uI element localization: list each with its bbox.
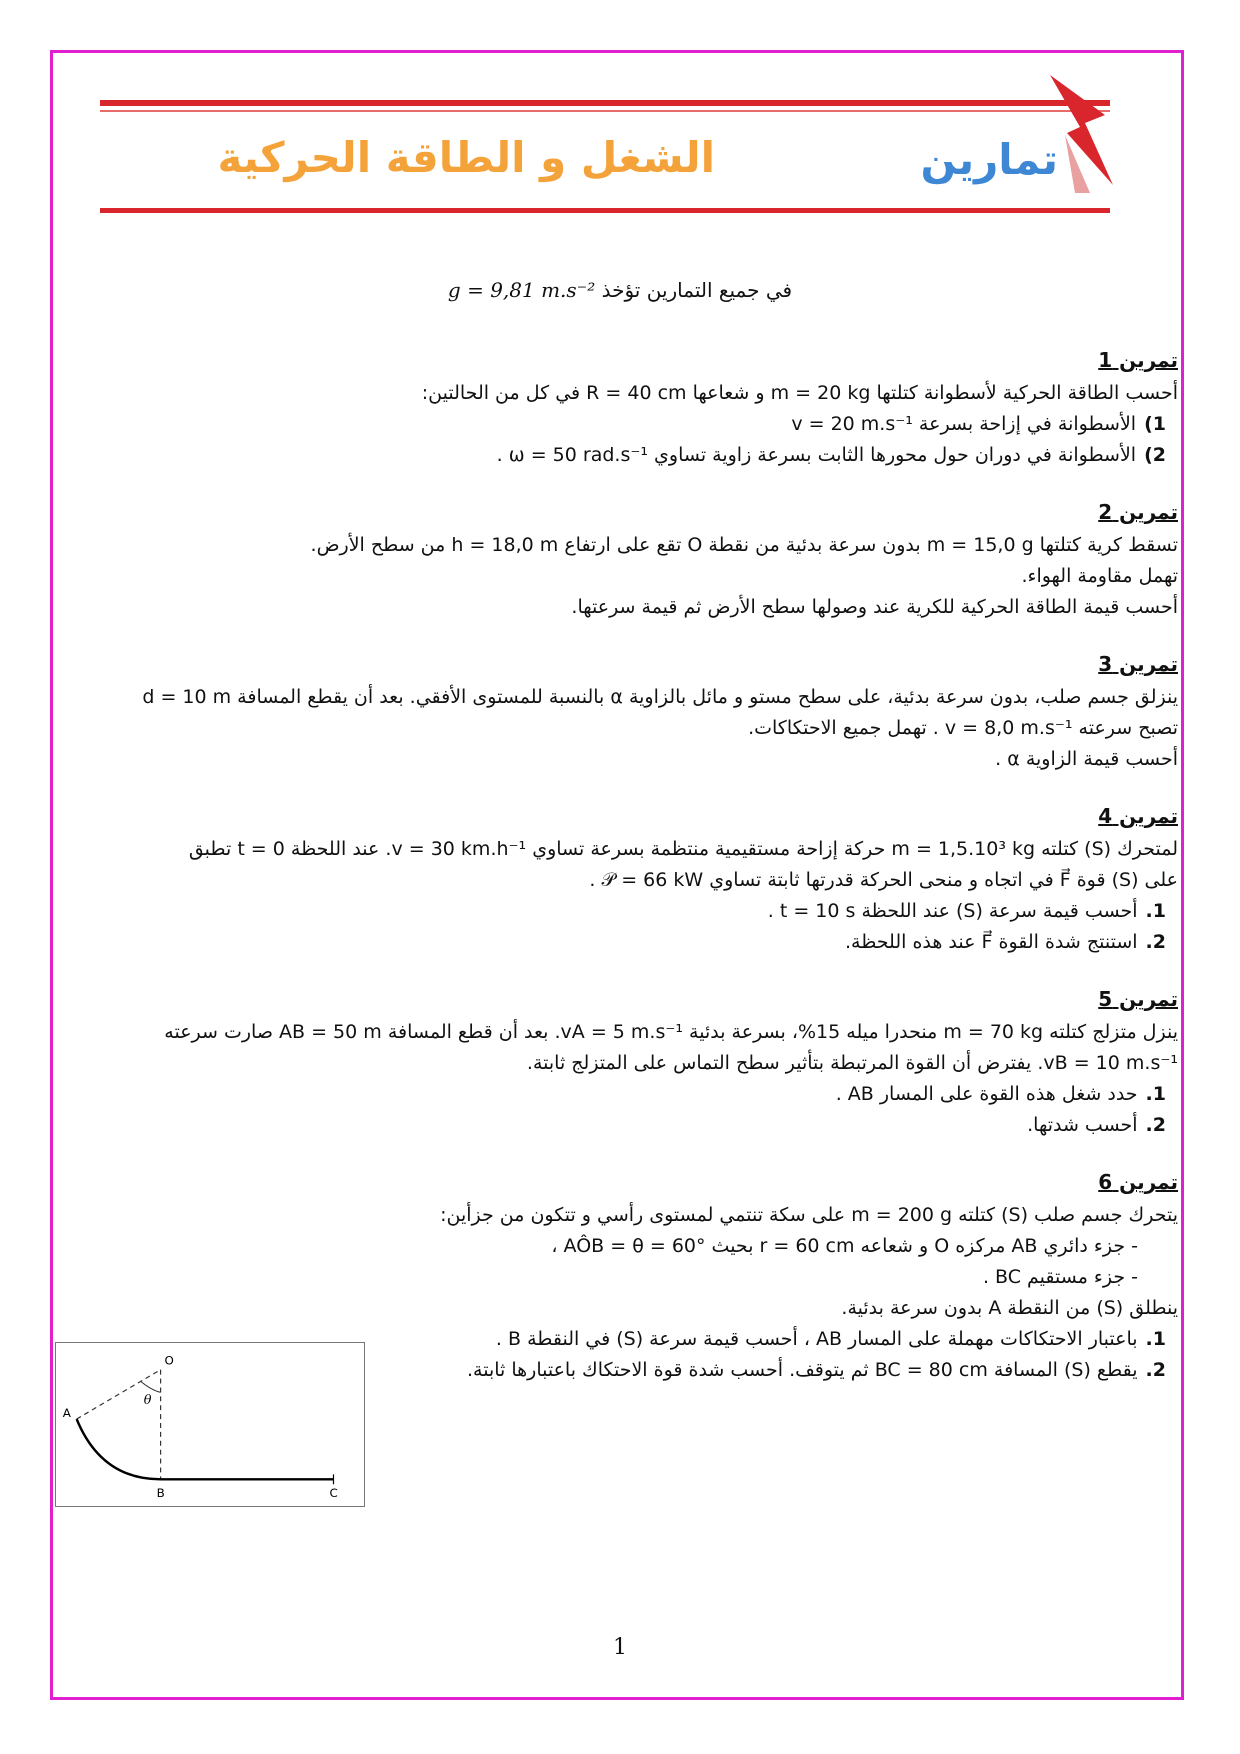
exercises [92, 345, 1178, 1412]
question-item: 2.يقطع (S) المسافة BC = 80 cm ثم يتوقف. أحسب شدة قوة الاحتكاك باعتبارها ثابتة. [466, 1359, 1166, 1381]
circular-arc-ab [77, 1419, 161, 1479]
exercise-line: تسقط كرية كتلتها m = 15,0 g بدون سرعة بدئية من نقطة O تقع على ارتفاع h = 18,0 m من سطح الأرض. [310, 534, 1178, 556]
exercise-4 [92, 801, 1178, 958]
exercise-title: تمرين 1 [1098, 348, 1178, 372]
exercise-line: على (S) قوة F⃗ في اتجاه و منحى الحركة قدرتها ثابتة تساوي 𝒫 = 66 kW . [589, 869, 1178, 891]
exercise-2 [92, 497, 1178, 623]
exercise-line: لمتحرك (S) كتلته m = 1,5.10³ kg حركة إزاحة مستقيمية منتظمة بسرعة تساوي v = 30 km.h⁻¹. عند اللحظة t = 0 تطبق [188, 838, 1178, 860]
exercise-line: أحسب قيمة الطاقة الحركية للكرية عند وصولها سطح الأرض ثم قيمة سرعتها. [571, 596, 1178, 618]
question-item: 1.أحسب قيمة سرعة (S) عند اللحظة t = 10 s . [767, 900, 1166, 922]
question-item: 2.استنتج شدة القوة F⃗ عند هذه اللحظة. [844, 931, 1166, 953]
track-part: - جزء مستقيم BC . [982, 1266, 1138, 1288]
exercise-3 [92, 649, 1178, 775]
track-diagram [55, 1342, 365, 1507]
question-item: 1)الأسطوانة في إزاحة بسرعة v = 20 m.s⁻¹ [791, 413, 1166, 435]
header-title: الشغل و الطاقة الحركية [217, 133, 715, 182]
exercise-line: ينزل متزلج كتلته m = 70 kg منحدرا ميله 15%، بسرعة بدئية vA = 5 m.s⁻¹. بعد أن قطع المسافة AB = 50 m صارت سرعته [164, 1021, 1178, 1043]
exercise-title: تمرين 6 [1098, 1170, 1178, 1194]
label-b: B [156, 1486, 165, 1501]
label-theta: θ [143, 1393, 152, 1409]
angle-arc [141, 1382, 161, 1393]
track-part: - جزء دائري AB مركزه O و شعاعه r = 60 cm بحيث AÔB = θ = 60° ، [551, 1235, 1138, 1257]
question-item: 1.باعتبار الاحتكاكات مهملة على المسار AB ، أحسب قيمة سرعة (S) في النقطة B . [495, 1328, 1166, 1350]
exercise-line: أحسب الطاقة الحركية لأسطوانة كتلتها m = 20 kg و شعاعها R = 40 cm في كل من الحالتين: [421, 382, 1178, 404]
exercise-title: تمرين 5 [1098, 987, 1178, 1011]
constants-note-text: في جميع التمارين تؤخذ [601, 278, 793, 302]
header-label: تمارين [920, 135, 1058, 184]
exercise-title: تمرين 2 [1098, 500, 1178, 524]
exercise-line: ينطلق (S) من النقطة A بدون سرعة بدئية. [841, 1297, 1178, 1319]
label-o: O [164, 1353, 174, 1368]
constants-note [120, 278, 1120, 302]
exercise-line: تهمل مقاومة الهواء. [1021, 565, 1178, 587]
exercise-title: تمرين 4 [1098, 804, 1178, 828]
exercise-line: ينزلق جسم صلب، بدون سرعة بدئية، على سطح مستو و مائل بالزاوية α بالنسبة للمستوى الأفقي. بعد أن يقطع المسافة d = 10 m [142, 686, 1178, 708]
exercise-line: أحسب قيمة الزاوية α . [995, 748, 1178, 770]
header-top-rule-thin [100, 110, 1110, 112]
exercise-1 [92, 345, 1178, 471]
header-top-rule [100, 100, 1110, 106]
label-c: C [329, 1486, 338, 1501]
exercise-title: تمرين 3 [1098, 652, 1178, 676]
question-item: 2.أحسب شدتها. [1027, 1114, 1166, 1136]
header-bottom-rule [100, 208, 1110, 213]
question-item: 2)الأسطوانة في دوران حول محورها الثابت بسرعة زاوية تساوي ω = 50 rad.s⁻¹ . [496, 444, 1166, 466]
label-a: A [62, 1406, 71, 1421]
exercise-5 [92, 984, 1178, 1141]
page-number: 1 [613, 1635, 627, 1660]
exercise-line: تصبح سرعته v = 8,0 m.s⁻¹ . تهمل جميع الاحتكاكات. [748, 717, 1178, 739]
exercise-line: vB = 10 m.s⁻¹. يفترض أن القوة المرتبطة بتأثير سطح التماس على المتزلج ثابتة. [526, 1052, 1178, 1074]
exercise-line: يتحرك جسم صلب (S) كتلته m = 200 g على سكة تنتمي لمستوى رأسي و تتكون من جزأين: [440, 1204, 1178, 1226]
question-item: 1.حدد شغل هذه القوة على المسار AB . [835, 1083, 1166, 1105]
constants-note-formula: g = 9,81 m.s⁻² [447, 278, 596, 302]
